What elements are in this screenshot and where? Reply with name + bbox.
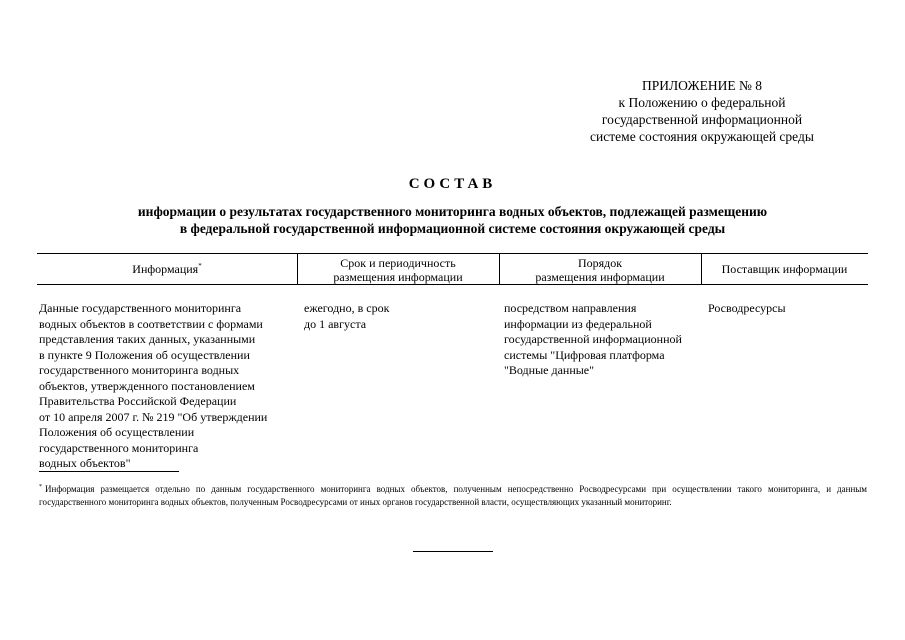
subtitle-line: в федеральной государственной информационной системе состояния окружающей среды [179, 221, 726, 236]
header-procedure: Порядок размещения информации [535, 256, 665, 284]
footnote-mark: * [39, 484, 42, 490]
document-subtitle [0, 203, 905, 237]
cell-provider: Росводресурсы [708, 301, 786, 315]
footnote-mark: * [198, 262, 202, 270]
cell-period: ежегодно, в срок до 1 августа [304, 301, 390, 331]
appendix-line: системе состояния окружающей среды [590, 129, 814, 144]
document-title: СОСТАВ [408, 176, 497, 192]
header-provider: Поставщик информации [721, 262, 848, 276]
appendix-number: ПРИЛОЖЕНИЕ № 8 [641, 78, 763, 93]
cell-procedure: посредством направления информации из федеральной государственной информационной системы "Цифровая платформа "Водные данные" [504, 301, 682, 377]
appendix-line: к Положению о федеральной [618, 95, 786, 110]
footnote-separator [39, 471, 179, 472]
appendix-header [552, 77, 852, 145]
header-information [37, 262, 297, 276]
end-of-document-rule [413, 551, 493, 552]
footnote-text: Информация размещается отдельно по данным государственного мониторинга водных объектов, полученным непосредственно Росводресурсами при осуществлении такого мониторинга, и данным государственного мониторинга водных объектов, полученным Росводресурсами от иных органов государственной власти, осуществляющих указанный мониторинг. [39, 484, 867, 507]
footnote [39, 483, 867, 509]
subtitle-line: информации о результатах государственного мониторинга водных объектов, подлежащей размещению [137, 204, 768, 219]
table-header-rule [37, 284, 868, 285]
table-top-rule [37, 253, 868, 254]
cell-information: Данные государственного мониторинга водных объектов в соответствии с формами представления таких данных, указанными в пункте 9 Положения об осуществлении государственного мониторинга водных объектов, утвержденного постановлением Правительства Российской Федерации от 10 апреля 2007 г. № 219 "Об утверждении Положения об осуществлении государственного мониторинга водных объектов" [39, 301, 268, 470]
header-period: Срок и периодичность размещения информации [333, 256, 463, 284]
appendix-line: государственной информационной [601, 112, 803, 127]
header-information-label: Информация [132, 262, 199, 276]
